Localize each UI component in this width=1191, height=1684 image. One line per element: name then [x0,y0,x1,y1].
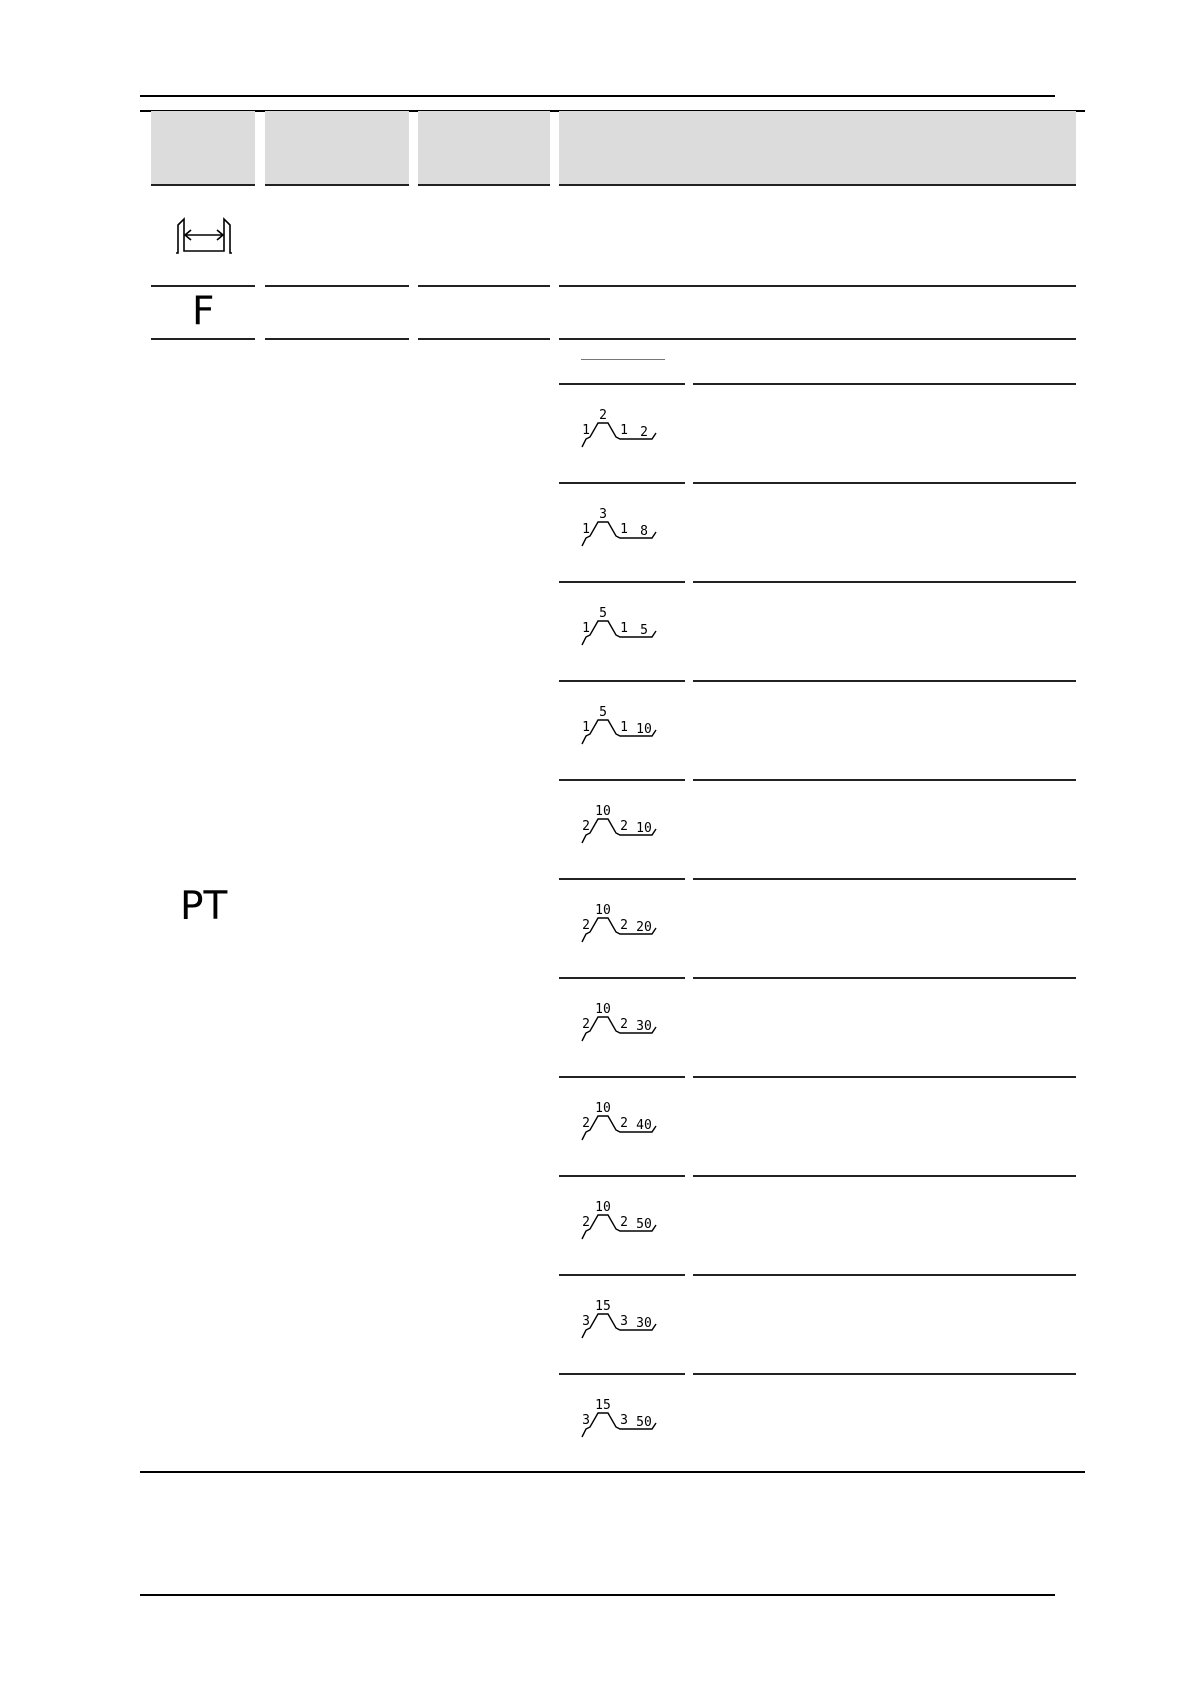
header-cell-symbol [151,111,255,185]
row-divider [693,1373,1076,1375]
profile-right-value: 1 [620,621,628,636]
header-underline [418,184,550,186]
row-divider [151,285,255,287]
bottom-page-rule [140,1594,1055,1596]
profile-right-value: 1 [620,423,628,438]
trapezoid-profile-icon [576,601,666,651]
profile-top-value: 10 [595,903,611,918]
profile-right-value: 3 [620,1413,628,1428]
row-divider [559,338,1076,340]
row-divider [559,1274,685,1276]
header-underline [559,184,1076,186]
trapezoid-profile-icon [576,1393,666,1443]
table-bottom-rule [140,1471,1085,1473]
row-divider [693,680,1076,682]
row-divider [559,1076,685,1078]
profile-bottom-value: 10 [636,722,652,737]
trapezoid-profile-icon [576,1195,666,1245]
header-cell-2 [265,111,409,185]
profile-left-value: 1 [582,423,590,438]
row-divider [559,383,685,385]
row-divider [559,779,685,781]
row-divider [265,338,409,340]
profile-left-value: 3 [582,1314,590,1329]
trapezoid-profile-icon [576,997,666,1047]
profile-top-value: 5 [599,705,607,720]
profile-left-value: 3 [582,1413,590,1428]
profile-right-value: 2 [620,819,628,834]
row-divider [693,383,1076,385]
trapezoid-profile-icon [576,403,666,453]
profile-left-value: 2 [582,1017,590,1032]
profile-bottom-value: 5 [640,623,648,638]
row-divider [559,878,685,880]
profile-left-value: 2 [582,1116,590,1131]
row-divider [693,1175,1076,1177]
header-cell-3 [418,111,550,185]
row-divider [559,1175,685,1177]
row-divider [693,581,1076,583]
profile-top-value: 2 [599,408,607,423]
profile-top-value: 10 [595,1200,611,1215]
profile-right-value: 2 [620,1017,628,1032]
profile-top-value: 10 [595,1101,611,1116]
profile-left-value: 1 [582,720,590,735]
profile-right-value: 2 [620,918,628,933]
profile-bottom-value: 8 [640,524,648,539]
profile-bottom-value: 2 [640,425,648,440]
row-divider [693,878,1076,880]
header-underline [265,184,409,186]
row-divider [693,1076,1076,1078]
profile-right-value: 2 [620,1116,628,1131]
profile-top-value: 5 [599,606,607,621]
clearance-gap-icon [172,215,236,255]
row-divider [693,1274,1076,1276]
symbol-pt: PT [180,884,228,929]
profile-left-value: 1 [582,522,590,537]
header-cell-4 [559,111,1076,185]
profile-right-value: 1 [620,720,628,735]
profile-bottom-value: 10 [636,821,652,836]
subheader-mark [581,359,665,360]
row-divider [151,338,255,340]
profile-bottom-value: 50 [636,1415,652,1430]
profile-right-value: 2 [620,1215,628,1230]
row-divider [418,285,550,287]
top-page-rule [140,95,1055,97]
profile-left-value: 1 [582,621,590,636]
profile-left-value: 2 [582,1215,590,1230]
row-divider [693,482,1076,484]
row-divider [693,779,1076,781]
row-divider [559,581,685,583]
row-divider [693,977,1076,979]
profile-bottom-value: 30 [636,1316,652,1331]
profile-right-value: 1 [620,522,628,537]
symbol-f: F [192,289,215,334]
trapezoid-profile-icon [576,898,666,948]
trapezoid-profile-icon [576,700,666,750]
trapezoid-profile-icon [576,1294,666,1344]
profile-top-value: 15 [595,1398,611,1413]
row-divider [559,285,1076,287]
profile-right-value: 3 [620,1314,628,1329]
row-divider [559,977,685,979]
trapezoid-profile-icon [576,502,666,552]
profile-bottom-value: 30 [636,1019,652,1034]
profile-top-value: 10 [595,1002,611,1017]
profile-top-value: 10 [595,804,611,819]
row-divider [265,285,409,287]
profile-left-value: 2 [582,819,590,834]
row-divider [559,680,685,682]
profile-bottom-value: 50 [636,1217,652,1232]
profile-bottom-value: 40 [636,1118,652,1133]
trapezoid-profile-icon [576,799,666,849]
header-underline [151,184,255,186]
trapezoid-profile-icon [576,1096,666,1146]
profile-left-value: 2 [582,918,590,933]
row-divider [559,482,685,484]
row-divider [418,338,550,340]
profile-top-value: 3 [599,507,607,522]
profile-top-value: 15 [595,1299,611,1314]
profile-bottom-value: 20 [636,920,652,935]
row-divider [559,1373,685,1375]
